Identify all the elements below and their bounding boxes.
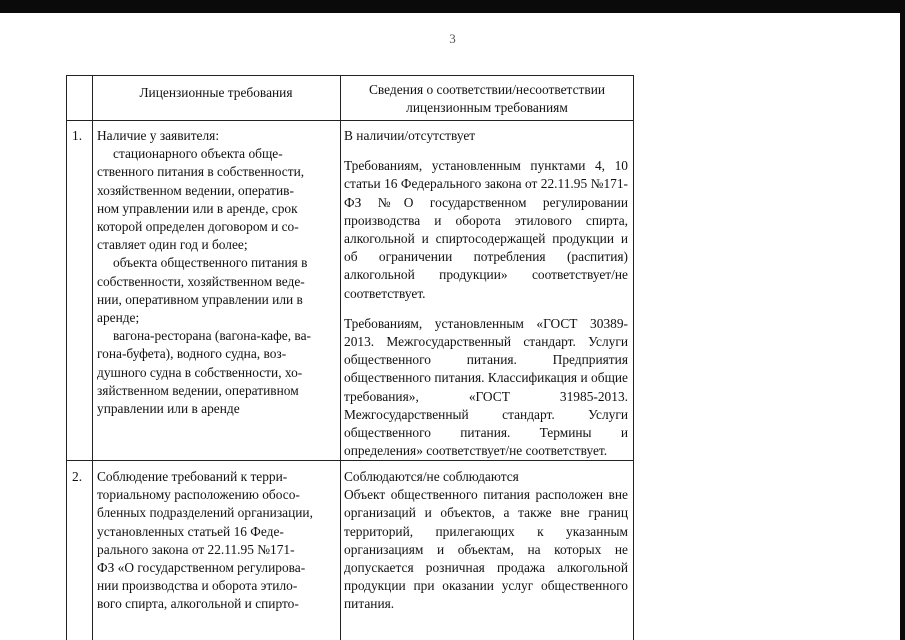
page-number: 3 — [449, 31, 456, 46]
compliance-status: Соблюдаются/не соблюдаются — [344, 469, 519, 484]
requirement-line: ФЗ «О государственном регулирова- — [97, 560, 306, 576]
requirement-line: которой определен договором и со- — [97, 219, 299, 235]
row-1-number: 1. — [72, 128, 83, 143]
requirement-line: ственного питания в собственности, — [97, 164, 305, 180]
requirement-line: зяйственном ведении, оперативном — [97, 382, 299, 398]
row-2-requirement — [97, 468, 339, 614]
requirement-line: гона-буфета), водного судна, воз- — [97, 346, 287, 362]
compliance-status: В наличии/отсутствует — [344, 128, 476, 143]
requirement-line: аренде; — [97, 310, 140, 326]
requirement-line: нии производства и оборота этило- — [97, 578, 298, 594]
row-1-compliance — [344, 127, 628, 460]
requirement-line: хозяйственном ведении, оператив- — [97, 182, 294, 198]
compliance-paragraph: Требованиям, установленным «ГОСТ 30389-2013. Межгосударственный стандарт. Услуги общественного питания. Предприятия общественного питания. Классификация и общие требования», «ГОСТ 31985-2013. Межгосударственный стандарт. Услуги общественного питания. Термины и определения» соответствует/не соответствует. — [344, 315, 628, 459]
row-1-requirement — [97, 127, 339, 418]
header-requirements: Лицензионные требования — [139, 85, 293, 100]
row-2-compliance — [344, 468, 628, 614]
requirement-line: нии, оперативном управлении или в — [97, 291, 303, 307]
row-2-number: 2. — [72, 469, 83, 484]
requirement-line: стационарного объекта обще- — [113, 146, 283, 162]
scan-right-border — [900, 0, 905, 640]
requirement-line: управлении или в аренде — [97, 401, 240, 417]
requirement-line: объекта общественного питания в — [113, 255, 308, 271]
requirement-line: Наличие у заявителя: — [97, 128, 220, 143]
requirement-line: вого спирта, алкогольной и спирто- — [97, 596, 299, 612]
requirement-line: Соблюдение требований к терри- — [97, 469, 288, 484]
header-compliance: Сведения о соответствии/несоответствии лицензионным требованиям — [368, 82, 606, 116]
compliance-paragraph: Требованиям, установленным пунктами 4, 10 статьи 16 Федерального закона от 22.11.95 №171-ФЗ №О государственном регулировании производства и оборота этилового спирта, алкогольной и спиртосодержащей продукции и об ограничении потребления (распития) алкогольной продукции» соответствует/не соответствует. — [344, 158, 628, 301]
requirement-line: ториальному расположению обосо- — [97, 487, 300, 503]
requirement-line: ставляет один год и более; — [97, 237, 248, 253]
requirement-line: бленных подразделений организации, — [97, 505, 313, 521]
requirement-line: ном управлении или в аренде, срок — [97, 200, 298, 216]
requirement-line: собственности, хозяйственном веде- — [97, 273, 305, 289]
requirement-line: рального закона от 22.11.95 №171- — [97, 541, 295, 557]
compliance-paragraph: Объект общественного питания расположен вне организаций и объектов, а также вне границ территорий, прилегающих к указанным организациям и объектам, на которых не допускается розничная продажа алкогольной продукции при оказании услуг общественного питания. — [344, 487, 628, 612]
scan-top-border — [0, 0, 905, 13]
requirement-line: душного судна в собственности, хо- — [97, 364, 303, 380]
requirement-line: вагона-ресторана (вагона-кафе, ва- — [113, 328, 311, 344]
requirement-line: установленных статьей 16 Феде- — [97, 523, 284, 539]
